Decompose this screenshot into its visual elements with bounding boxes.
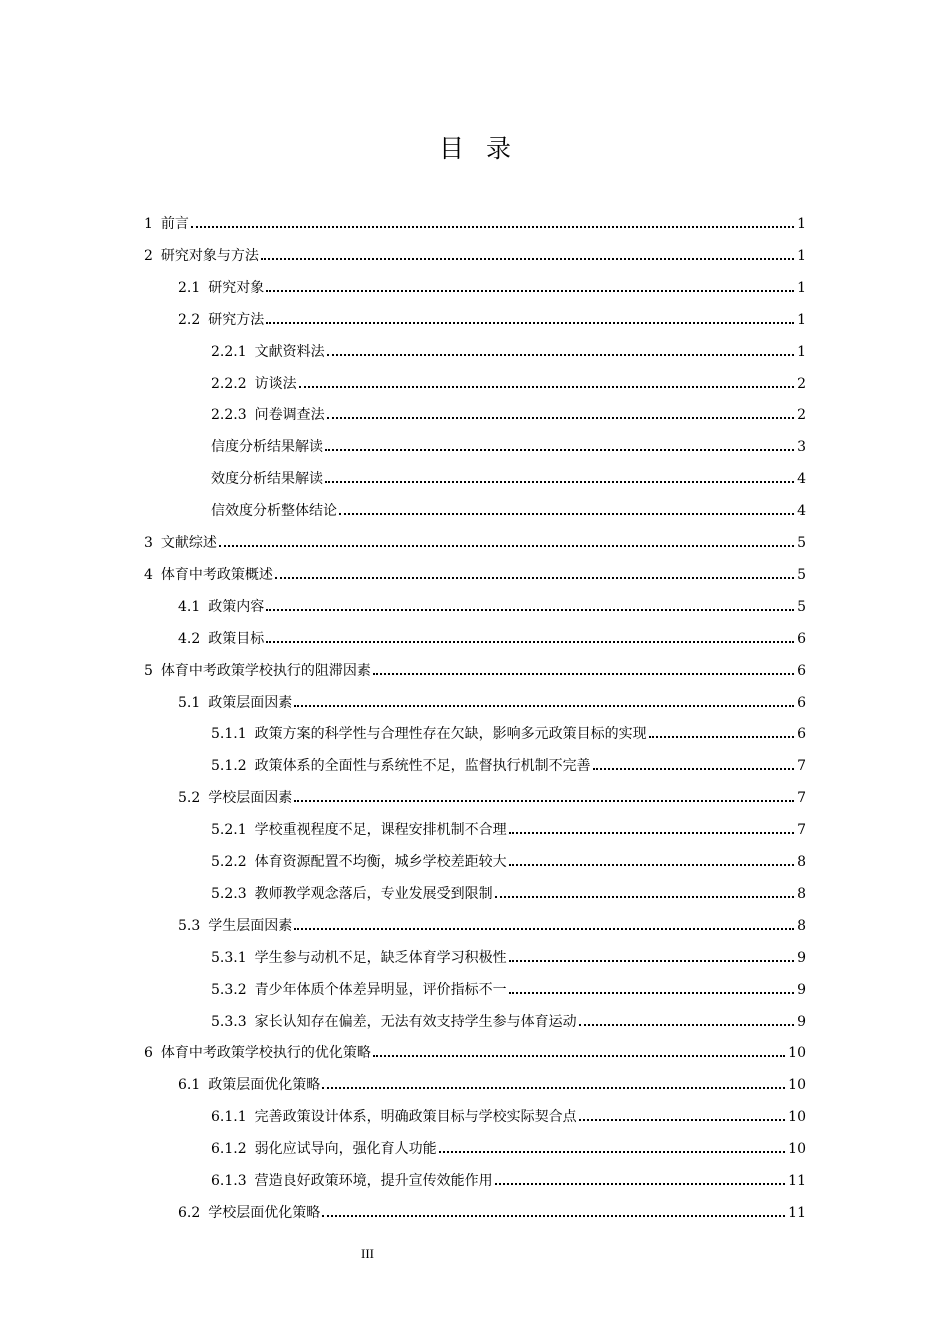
toc-entry [144, 526, 806, 552]
toc-entry-title: 家长认知存在偏差，无法有效支持学生参与体育运动 [254, 1013, 577, 1030]
toc-entry-page: 10 [788, 1141, 806, 1158]
toc-entry-page: 8 [797, 917, 806, 934]
toc-dot-leader [266, 290, 794, 292]
toc-entry [144, 1036, 806, 1062]
toc-entry [144, 239, 806, 265]
toc-dot-leader [649, 736, 794, 738]
toc-entry-title: 营造良好政策环境，提升宣传效能作用 [254, 1173, 493, 1189]
toc-dot-leader [579, 1024, 794, 1026]
toc-entry-title: 研究对象与方法 [160, 247, 259, 264]
toc-entry-number: 6.1.1 [211, 1109, 247, 1126]
toc-dot-leader [593, 768, 794, 770]
toc-entry-number: 5.1.2 [211, 758, 247, 775]
toc-dot-leader [294, 928, 794, 930]
toc-entry [178, 1196, 806, 1222]
toc-entry [211, 1164, 806, 1190]
toc-entry-title: 政策内容 [208, 598, 265, 615]
toc-entry-page: 10 [788, 1109, 806, 1126]
toc-entry-page: 6 [797, 662, 806, 679]
toc-dot-leader [322, 1215, 785, 1217]
toc-entry-title: 政策方案的科学性与合理性存在欠缺，影响多元政策目标的实现 [254, 726, 647, 743]
toc-entry [211, 430, 806, 456]
toc-entry-page: 9 [797, 1013, 806, 1030]
toc-entry-page: 4 [797, 503, 806, 520]
toc-dot-leader [299, 386, 794, 388]
toc-entry-title: 访谈法 [254, 375, 297, 392]
toc-entry [178, 590, 806, 616]
toc-entry-number: 6.2 [178, 1204, 201, 1221]
toc-entry-page: 7 [797, 790, 806, 807]
toc-entry-title: 弱化应试导向，强化育人功能 [254, 1141, 437, 1158]
toc-entry-title: 政策层面因素 [208, 694, 293, 711]
toc-dot-leader [294, 705, 794, 707]
toc-entry-title: 前言 [160, 216, 189, 232]
toc-entry-title: 教师教学观念落后，专业发展受到限制 [254, 885, 493, 902]
toc-entry-number: 2.2.3 [211, 407, 247, 424]
toc-entry-title: 研究对象 [208, 279, 265, 296]
toc-entry-title: 学校层面因素 [208, 790, 293, 807]
toc-entry-page: 2 [797, 407, 806, 424]
toc-entry-title: 完善政策设计体系，明确政策目标与学校实际契合点 [254, 1109, 577, 1126]
toc-entry-title: 学生层面因素 [208, 917, 293, 934]
toc-entry-number: 6.1.3 [211, 1173, 247, 1189]
toc-entry-title: 青少年体质个体差异明显，评价指标不一 [254, 981, 507, 998]
toc-entry-number: 5.2.1 [211, 822, 247, 839]
toc-entry [178, 1068, 806, 1094]
toc-entry-page: 1 [797, 343, 806, 360]
toc-dot-leader [294, 800, 794, 802]
toc-entry [178, 909, 806, 935]
toc-entry-page: 10 [788, 1045, 806, 1062]
toc-entry-page: 1 [797, 247, 806, 264]
toc-entry-page: 11 [788, 1204, 806, 1221]
toc-entry-page: 8 [797, 885, 806, 902]
toc-entry-page: 6 [797, 630, 806, 647]
toc-entry-page: 3 [797, 439, 806, 456]
toc-dot-leader [327, 417, 794, 419]
toc-entry [178, 622, 806, 648]
toc-entry-number: 5 [144, 662, 153, 679]
toc-entry-page: 9 [797, 949, 806, 966]
toc-entry-title: 信度分析结果解读 [211, 439, 323, 456]
toc-dot-leader [373, 673, 794, 675]
toc-entry [211, 494, 806, 520]
toc-entry-number: 3 [144, 535, 153, 551]
toc-entry [211, 398, 806, 424]
toc-entry [211, 1132, 806, 1158]
toc-entry-number: 6.1 [178, 1077, 201, 1094]
toc-dot-leader [261, 258, 794, 260]
toc-entry-title: 问卷调查法 [254, 407, 325, 424]
toc-entry [211, 1100, 806, 1126]
toc-entry-page: 7 [797, 758, 806, 775]
toc-entry-page: 1 [797, 279, 806, 296]
page-title: 目录 [438, 134, 533, 163]
toc-dot-leader [191, 226, 794, 228]
toc-entry-page: 6 [797, 694, 806, 711]
toc-entry-title: 体育中考政策学校执行的阻滞因素 [160, 662, 371, 679]
toc-entry [211, 367, 806, 393]
toc-entry-title: 效度分析结果解读 [211, 471, 323, 488]
page-number: III [361, 1246, 374, 1261]
toc-entry [178, 686, 806, 712]
toc-entry-number: 5.3 [178, 917, 201, 934]
toc-entry [211, 717, 806, 743]
toc-entry-number: 2.1 [178, 279, 201, 296]
toc-dot-leader [509, 864, 794, 866]
toc-entry-title: 文献综述 [160, 535, 217, 551]
toc-entry-title: 政策体系的全面性与系统性不足，监督执行机制不完善 [254, 758, 591, 775]
toc-dot-leader [509, 992, 794, 994]
toc-entry [178, 303, 806, 329]
toc-dot-leader [509, 832, 794, 834]
toc-entry [211, 845, 806, 871]
toc-entry-title: 研究方法 [208, 311, 265, 328]
toc-entry-page: 11 [788, 1173, 806, 1189]
toc-dot-leader [509, 960, 794, 962]
toc-entry-number: 5.1 [178, 694, 201, 711]
toc-entry-number: 2 [144, 247, 153, 264]
toc-entry-page: 7 [797, 822, 806, 839]
toc-entry-title: 政策层面优化策略 [208, 1077, 321, 1094]
toc-entry-title: 政策目标 [208, 630, 265, 647]
toc-dot-leader [266, 609, 794, 611]
toc-entry-number: 6.1.2 [211, 1141, 247, 1158]
toc-entry [211, 749, 806, 775]
toc-dot-leader [579, 1119, 786, 1121]
toc-entry [211, 335, 806, 361]
toc-entry-number: 5.3.3 [211, 1013, 247, 1030]
toc-entry-number: 5.2.3 [211, 885, 247, 902]
toc-dot-leader [495, 896, 794, 898]
toc-entry-number: 4.2 [178, 630, 201, 647]
toc-entry-title: 体育中考政策学校执行的优化策略 [160, 1045, 371, 1062]
toc-entry-page: 4 [797, 471, 806, 488]
toc-entry-page: 1 [797, 216, 806, 232]
toc-entry [211, 813, 806, 839]
toc-entry [178, 271, 806, 297]
toc-entry-number: 2.2.2 [211, 375, 247, 392]
toc-entry-title: 学校重视程度不足，课程安排机制不合理 [254, 822, 507, 839]
toc-entry-page: 5 [797, 598, 806, 615]
toc-entry [211, 1005, 806, 1031]
toc-dot-leader [439, 1151, 786, 1153]
toc-entry-number: 5.1.1 [211, 726, 247, 743]
toc-entry [144, 654, 806, 680]
toc-entry [178, 781, 806, 807]
toc-entry-number: 4.1 [178, 598, 201, 615]
toc-entry [211, 877, 806, 903]
toc-entry-title: 体育中考政策概述 [160, 566, 273, 583]
toc-entry-number: 2.2.1 [211, 343, 247, 360]
toc-entry-page: 6 [797, 726, 806, 743]
toc-entry-title: 体育资源配置不均衡，城乡学校差距较大 [254, 854, 507, 870]
toc-entry-title: 信效度分析整体结论 [211, 503, 337, 520]
toc-entry [211, 462, 806, 488]
toc-entry-page: 1 [797, 311, 806, 328]
toc-entry-number: 6 [144, 1045, 153, 1062]
toc-entry-title: 文献资料法 [254, 343, 325, 360]
toc-dot-leader [373, 1055, 785, 1057]
toc-entry-page: 9 [797, 981, 806, 998]
toc-entry-page: 5 [797, 535, 806, 551]
toc-dot-leader [275, 577, 794, 579]
toc-entry [144, 558, 806, 584]
toc-entry [144, 207, 806, 233]
toc-dot-leader [325, 481, 794, 483]
toc-dot-leader [266, 322, 794, 324]
toc-dot-leader [322, 1087, 785, 1089]
toc-entry-title: 学生参与动机不足，缺乏体育学习积极性 [254, 949, 507, 966]
toc-entry-number: 1 [144, 216, 153, 232]
toc-dot-leader [219, 545, 794, 547]
toc-entry-page: 5 [797, 566, 806, 583]
toc-entry-number: 2.2 [178, 311, 201, 328]
toc-entry-page: 10 [788, 1077, 806, 1094]
toc-entry-title: 学校层面优化策略 [208, 1204, 321, 1221]
toc-entry [211, 941, 806, 967]
toc-dot-leader [327, 354, 794, 356]
toc-entry-number: 5.2 [178, 790, 201, 807]
toc-entry-page: 8 [797, 854, 806, 870]
toc-dot-leader [495, 1183, 786, 1185]
toc-entry-number: 5.3.1 [211, 949, 247, 966]
toc-dot-leader [339, 513, 794, 515]
toc-entry-page: 2 [797, 375, 806, 392]
toc-entry-number: 4 [144, 566, 153, 583]
toc-entry [211, 973, 806, 999]
toc-entry-number: 5.3.2 [211, 981, 247, 998]
toc-dot-leader [266, 641, 794, 643]
toc-entry-number: 5.2.2 [211, 854, 247, 870]
toc-dot-leader [325, 449, 794, 451]
